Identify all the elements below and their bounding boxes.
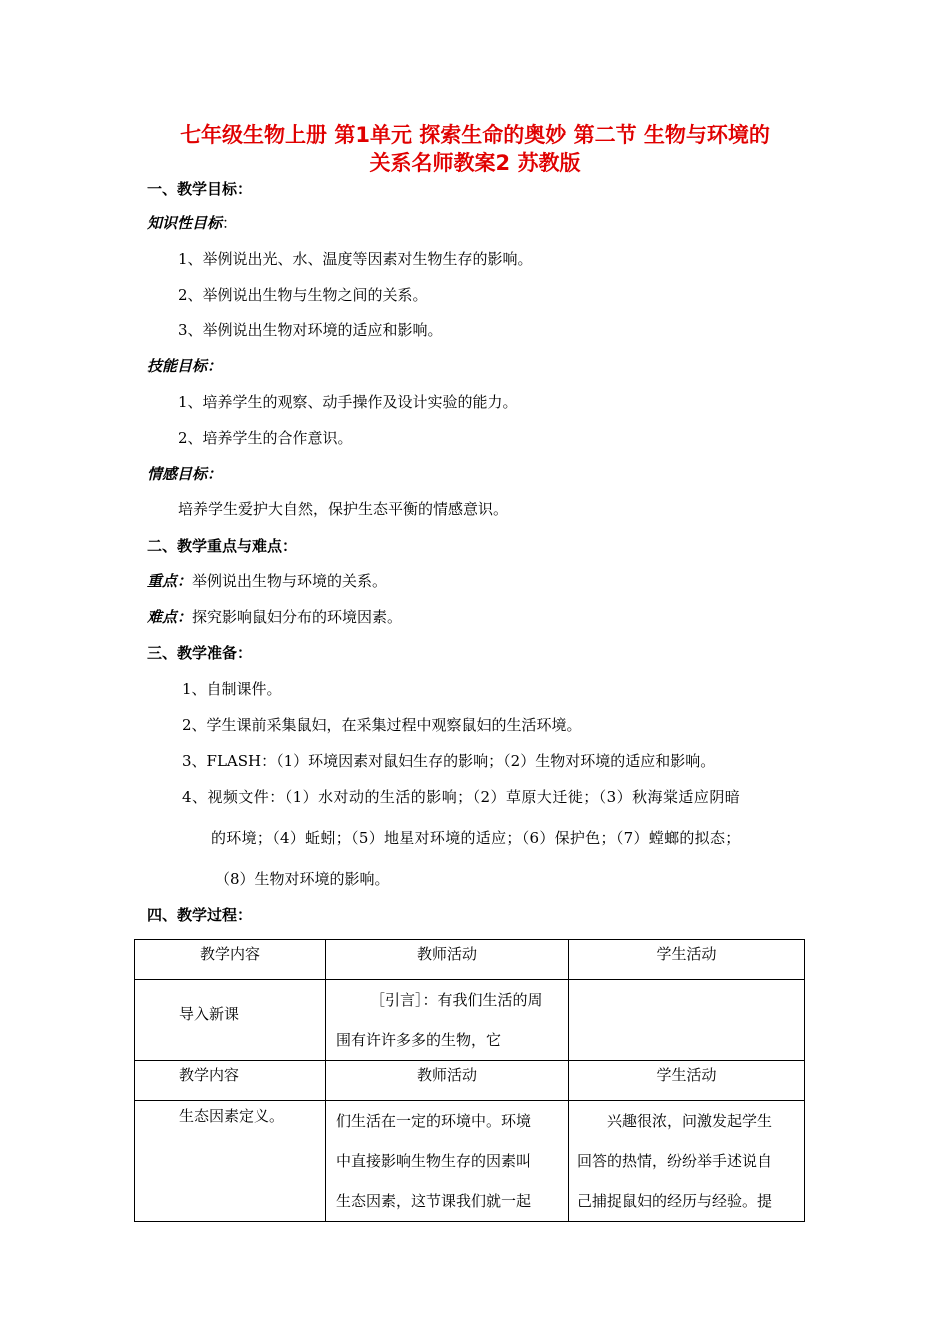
row2-teacher-line-3: 生态因素，这节课我们就一起 — [336, 1192, 532, 1210]
table-header-row-repeat — [135, 1061, 805, 1101]
row2-student-line-1: 兴趣很浓，问激发起学生 — [607, 1112, 773, 1130]
section-4-heading: 四、教学过程： — [147, 906, 253, 924]
row2-teacher-line-1: 们生活在一定的环境中。环境 — [336, 1112, 532, 1130]
skill-goal-label: 技能目标： — [147, 357, 223, 375]
table-row — [135, 980, 805, 1061]
prep-item-3: 3、FLASH：（1）环境因素对鼠妇生存的影响；（2）生物对环境的适应和影响。 — [182, 752, 716, 770]
document-title — [120, 121, 830, 177]
difficult-point: 难点：探究影响鼠妇分布的环境因素。 — [147, 608, 403, 626]
lesson-process-table — [134, 939, 805, 1222]
skill-item-2: 2、培养学生的合作意识。 — [178, 429, 353, 447]
prep-item-2: 2、学生课前采集鼠妇，在采集过程中观察鼠妇的生活环境。 — [182, 716, 582, 734]
header-teacher: 教师活动 — [326, 940, 569, 980]
emotion-goal-text: 培养学生爱护大自然，保护生态平衡的情感意识。 — [178, 500, 509, 518]
repeat-header-student: 学生活动 — [569, 1061, 805, 1101]
row2-content: 生态因素定义。 — [135, 1101, 326, 1222]
key-point: 重点：举例说出生物与环境的关系。 — [147, 572, 388, 590]
table-row — [135, 1101, 805, 1222]
row1-content: 导入新课 — [135, 980, 326, 1061]
row2-teacher — [326, 1101, 569, 1222]
row2-student — [569, 1101, 805, 1222]
row1-teacher-line-1: ［引言］：有我们生活的周 — [370, 991, 543, 1009]
row1-teacher-line-2: 围有许许多多的生物，它 — [336, 1031, 502, 1049]
repeat-header-content: 教学内容 — [135, 1061, 326, 1101]
prep-item-4-cont-2: （8）生物对环境的影响。 — [215, 870, 390, 888]
header-student: 学生活动 — [569, 940, 805, 980]
section-1-heading: 一、教学目标： — [147, 180, 253, 198]
prep-item-4-cont-1: 的环境；（4）蚯蚓；（5）地星对环境的适应；（6）保护色；（7）螳螂的拟态； — [211, 829, 741, 847]
knowledge-item-2: 2、举例说出生物与生物之间的关系。 — [178, 286, 428, 304]
skill-item-1: 1、培养学生的观察、动手操作及设计实验的能力。 — [178, 393, 518, 411]
emotion-goal-label: 情感目标： — [147, 465, 223, 483]
title-line-1: 七年级生物上册 第1单元 探索生命的奥妙 第二节 生物与环境的 — [180, 123, 770, 147]
row2-student-line-2: 回答的热情，纷纷举手述说自 — [577, 1152, 773, 1170]
row2-teacher-line-2: 中直接影响生物生存的因素叫 — [336, 1152, 532, 1170]
row1-teacher — [326, 980, 569, 1061]
section-3-heading: 三、教学准备： — [147, 644, 253, 662]
section-2-heading: 二、教学重点与难点： — [147, 537, 298, 555]
row2-student-line-3: 己捕捉鼠妇的经历与经验。提 — [577, 1192, 773, 1210]
knowledge-goal-label: 知识性目标： — [147, 214, 238, 232]
knowledge-item-3: 3、举例说出生物对环境的适应和影响。 — [178, 321, 443, 339]
prep-item-4: 4、视频文件：（1）水对动的生活的影响；（2）草原大迁徙；（3）秋海棠适应阴暗 — [182, 788, 741, 806]
row1-student — [569, 980, 805, 1061]
header-content: 教学内容 — [135, 940, 326, 980]
prep-item-1: 1、自制课件。 — [182, 680, 282, 698]
title-line-2: 关系名师教案2 苏教版 — [369, 151, 581, 175]
table-header-row — [135, 940, 805, 980]
knowledge-item-1: 1、举例说出光、水、温度等因素对生物生存的影响。 — [178, 250, 533, 268]
repeat-header-teacher: 教师活动 — [326, 1061, 569, 1101]
